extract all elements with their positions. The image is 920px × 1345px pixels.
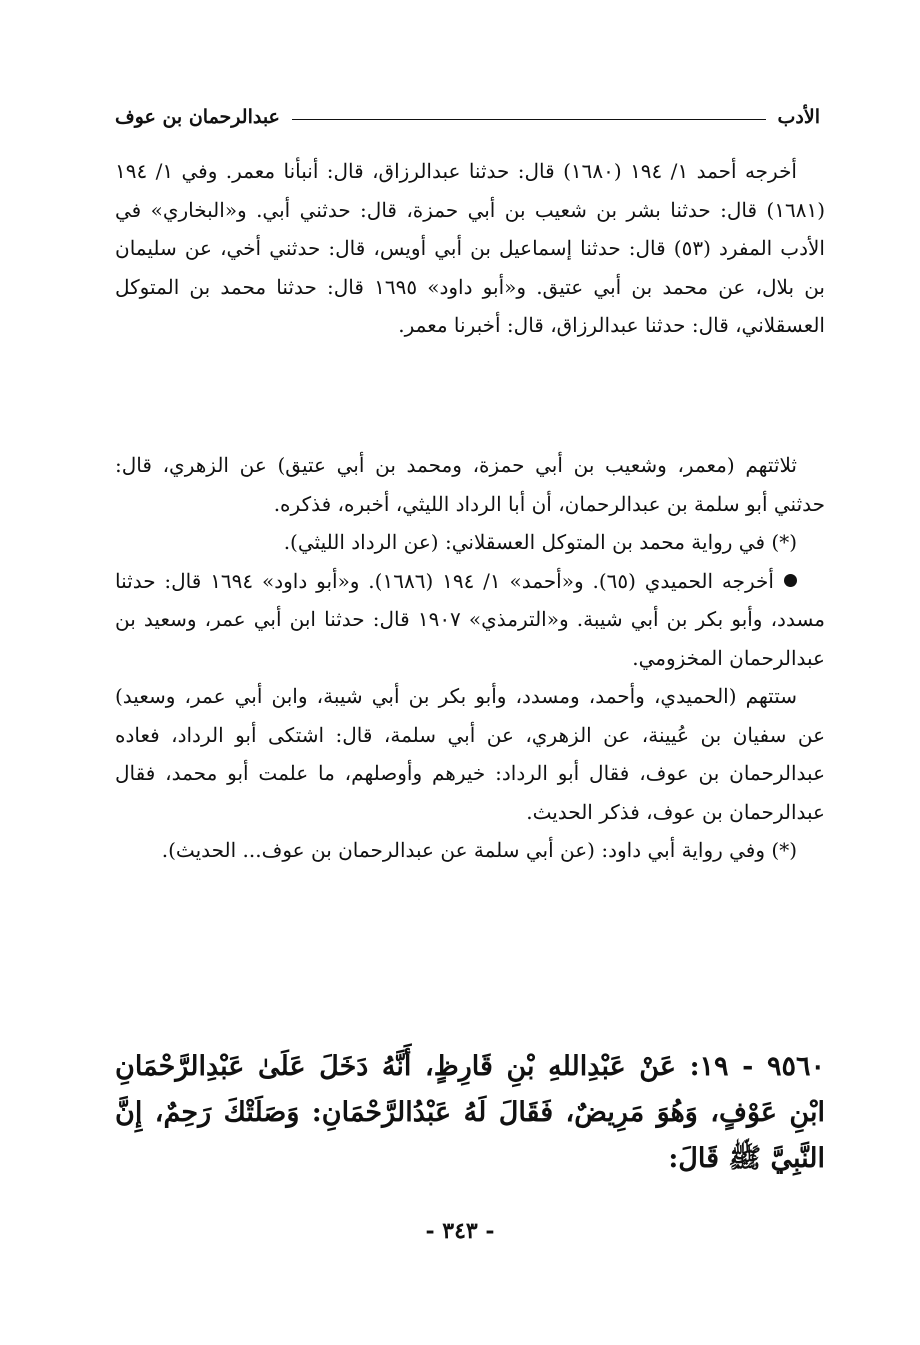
bullet-icon	[784, 574, 797, 587]
header-rule	[292, 119, 766, 120]
running-header	[115, 102, 820, 132]
paragraph-chain-2: ستتهم (الحميدي، وأحمد، ومسدد، وأبو بكر بن أبي شيبة، وابن أبي عمر، وسعيد) عن سفيان بن عُيينة، عن الزهري، عن أبي سلمة، قال: اشتكى أبو الرداد، فعاده عبدالرحمان بن عوف، فقال أبو الرداد: خيرهم وأوصلهم، ما علمت أبو محمد، فقال عبدالرحمان بن عوف، فذكر الحديث.	[115, 684, 825, 824]
footnote-block-1	[115, 152, 825, 345]
paragraph-takhrij-2-text: أخرجه الحميدي (٦٥). و«أحمد» ١/ ١٩٤ (١٦٨٦). و«أبو داود» ١٦٩٤ قال: حدثنا مسدد، وأبو بكر بن أبي شيبة. و«الترمذي» ١٩٠٧ قال: حدثنا ابن أبي عمر، وسعيد بن عبدالرحمان المخزومي.	[115, 568, 826, 670]
paragraph-chain-1: ثلاثتهم (معمر، وشعيب بن أبي حمزة، ومحمد بن أبي عتيق) عن الزهري، قال: حدثني أبو سلمة بن عبدالرحمان، أن أبا الرداد الليثي، أخبره، فذكره.	[115, 453, 825, 516]
header-chapter-title: الأدب	[777, 106, 820, 128]
paragraph-note-2: (*) وفي رواية أبي داود: (عن أبي سلمة عن عبدالرحمان بن عوف... الحديث).	[161, 838, 797, 862]
paragraph-note-1: (*) في رواية محمد بن المتوكل العسقلاني: (عن الرداد الليثي).	[283, 530, 797, 554]
footnote-block-2	[115, 446, 825, 870]
page-number: - ٣٤٣ -	[425, 1218, 495, 1244]
paragraph-takhrij-1: أخرجه أحمد ١/ ١٩٤ (١٦٨٠) قال: حدثنا عبدالرزاق، قال: أنبأنا معمر. وفي ١/ ١٩٤ (١٦٨١) قال: حدثنا بشر بن شعيب بن أبي حمزة، قال: حدثني أبي. و«البخاري» في الأدب المفرد (٥٣) قال: حدثنا إسماعيل بن أبي أويس، قال: حدثني أخي، عن سليمان بن بلال، عن محمد بن أبي عتيق. و«أبو داود» ١٦٩٥ قال: حدثنا محمد بن المتوكل العسقلاني، قال: حدثنا عبدالرزاق، قال: أخبرنا معمر.	[115, 159, 825, 337]
header-section-title: عبدالرحمان بن عوف	[115, 106, 280, 128]
hadith-text: ٩٥٦٠ - ١٩: عَنْ عَبْدِاللهِ بْنِ قَارِظٍ، أَنَّهُ دَخَلَ عَلَىٰ عَبْدِالرَّحْمَانِ ابْنِ عَوْفٍ، وَهُوَ مَرِيضٌ، فَقَالَ لَهُ عَبْدُالرَّحْمَانِ: وَصَلَتْكَ رَحِمٌ، إِنَّ النَّبِيَّ ﷺ قَالَ:	[115, 1051, 825, 1174]
paragraph-takhrij-2	[115, 562, 825, 678]
